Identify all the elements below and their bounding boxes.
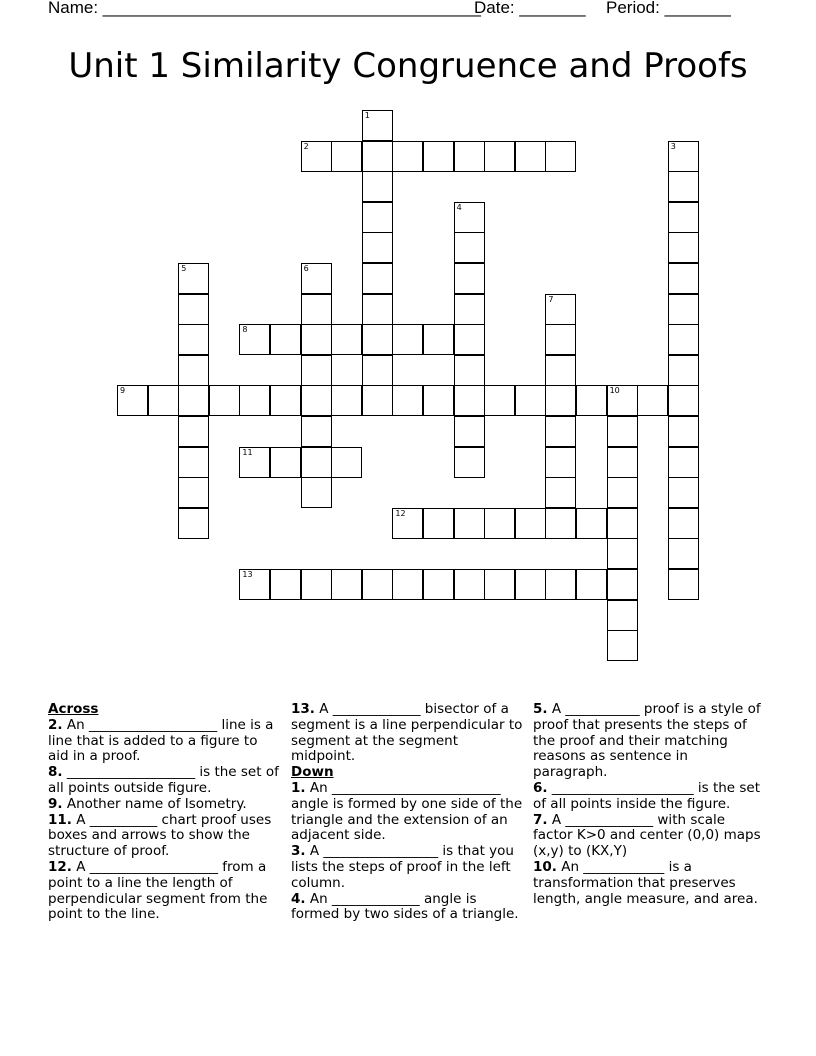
crossword-cell[interactable]: [178, 416, 209, 447]
crossword-cell[interactable]: [668, 171, 699, 202]
clue-down-1: 1. An _________________________ angle is formed by one side of the triangle and the extension of an adjacent side.: [291, 779, 523, 844]
crossword-cell[interactable]: [209, 385, 240, 416]
crossword-cell[interactable]: [331, 569, 362, 600]
crossword-cell[interactable]: [607, 385, 638, 416]
crossword-cell[interactable]: [607, 477, 638, 508]
crossword-cell[interactable]: [270, 447, 301, 478]
crossword-cell[interactable]: [301, 416, 332, 447]
crossword-cell[interactable]: [454, 294, 485, 325]
crossword-cell[interactable]: [423, 324, 454, 355]
crossword-cell[interactable]: [545, 324, 576, 355]
crossword-cell[interactable]: [515, 569, 546, 600]
crossword-cell[interactable]: [454, 385, 485, 416]
crossword-cell[interactable]: [331, 324, 362, 355]
crossword-cell[interactable]: [301, 477, 332, 508]
crossword-cell[interactable]: [515, 141, 546, 172]
crossword-cell[interactable]: [454, 202, 485, 233]
crossword-cell[interactable]: [545, 385, 576, 416]
crossword-cell[interactable]: [362, 355, 393, 386]
crossword-cell[interactable]: [301, 385, 332, 416]
clue-across-8: 8. ___________________ is the set of all points outside figure.: [48, 764, 279, 796]
clue-number: 1: [364, 111, 370, 120]
crossword-cell[interactable]: [515, 385, 546, 416]
clue-number: 7: [548, 294, 554, 304]
crossword-cell[interactable]: [545, 508, 576, 539]
crossword-cell[interactable]: [362, 202, 393, 233]
crossword-cell[interactable]: [576, 569, 607, 600]
crossword-cell[interactable]: [362, 385, 393, 416]
crossword-cell[interactable]: [668, 477, 699, 508]
crossword-cell[interactable]: [301, 294, 332, 325]
crossword-cell[interactable]: [668, 538, 699, 569]
crossword-cell[interactable]: [239, 447, 270, 478]
crossword-cell[interactable]: [301, 263, 332, 294]
crossword-cell[interactable]: [576, 385, 607, 416]
crossword-cell[interactable]: [301, 355, 332, 386]
crossword-cell[interactable]: [545, 569, 576, 600]
down-heading: Down: [291, 764, 334, 781]
crossword-cell[interactable]: [331, 447, 362, 478]
clue-across-13: 13. A _____________ bisector of a segment is a line perpendicular to segment at the segment midpoint.: [291, 701, 523, 765]
crossword-cell[interactable]: [668, 141, 699, 172]
clue-across-2: 2. An ___________________ line is a line that is added to a figure to aid in a proof.: [48, 716, 274, 765]
clue-column-3: [533, 702, 765, 907]
crossword-cell[interactable]: [668, 385, 699, 416]
crossword-cell[interactable]: [668, 416, 699, 447]
crossword-cell[interactable]: [362, 263, 393, 294]
crossword-cell[interactable]: [392, 569, 423, 600]
clue-number: 3: [670, 141, 676, 151]
crossword-cell[interactable]: [239, 324, 270, 355]
crossword-cell[interactable]: [362, 232, 393, 263]
crossword-cell[interactable]: [454, 569, 485, 600]
crossword-cell[interactable]: [454, 263, 485, 294]
crossword-cell[interactable]: [362, 324, 393, 355]
period-field[interactable]: Period: _______: [606, 0, 731, 17]
crossword-cell[interactable]: [331, 385, 362, 416]
crossword-cell[interactable]: [117, 385, 148, 416]
crossword-cell[interactable]: [668, 355, 699, 386]
crossword-cell[interactable]: [392, 508, 423, 539]
crossword-cell[interactable]: [392, 385, 423, 416]
crossword-cell[interactable]: [301, 141, 332, 172]
crossword-cell[interactable]: [423, 569, 454, 600]
clue-column-1: [48, 702, 280, 923]
clue-number: 9: [120, 386, 126, 396]
crossword-cell[interactable]: [668, 324, 699, 355]
crossword-cell[interactable]: [454, 447, 485, 478]
page-title: Unit 1 Similarity Congruence and Proofs: [68, 46, 748, 86]
crossword-cell[interactable]: [454, 508, 485, 539]
crossword-cell[interactable]: [668, 202, 699, 233]
crossword-cell[interactable]: [454, 141, 485, 172]
crossword-cell[interactable]: [454, 355, 485, 386]
crossword-cell[interactable]: [576, 508, 607, 539]
crossword-cell[interactable]: [270, 385, 301, 416]
crossword-cell[interactable]: [607, 447, 638, 478]
crossword-cell[interactable]: [178, 294, 209, 325]
crossword-cell[interactable]: [239, 385, 270, 416]
across-heading: Across: [48, 701, 99, 717]
crossword-cell[interactable]: [668, 569, 699, 600]
crossword-cell[interactable]: [454, 416, 485, 447]
crossword-cell[interactable]: [178, 324, 209, 355]
crossword-cell[interactable]: [607, 600, 638, 631]
crossword-cell[interactable]: [454, 324, 485, 355]
crossword-cell[interactable]: [331, 141, 362, 172]
crossword-cell[interactable]: [423, 141, 454, 172]
crossword-cell[interactable]: [545, 355, 576, 386]
crossword-cell[interactable]: [515, 508, 546, 539]
clue-number: 12: [395, 508, 406, 518]
crossword-cell[interactable]: [301, 569, 332, 600]
crossword-cell[interactable]: [392, 324, 423, 355]
crossword-cell[interactable]: [270, 569, 301, 600]
crossword-cell[interactable]: [484, 569, 515, 600]
crossword-cell[interactable]: [301, 447, 332, 478]
crossword-cell[interactable]: [484, 385, 515, 416]
crossword-cell[interactable]: [362, 171, 393, 202]
clue-number: 10: [609, 386, 620, 396]
name-field[interactable]: Name: ________________________________________: [48, 0, 481, 17]
crossword-cell[interactable]: [362, 569, 393, 600]
clue-across-9: 9. Another name of Isometry.: [48, 795, 247, 812]
crossword-cell[interactable]: [362, 141, 393, 172]
clue-down-3: 3. A _________________ is that you lists the steps of proof in the left column.: [291, 843, 514, 891]
crossword-cell[interactable]: [668, 294, 699, 325]
crossword-cell[interactable]: [545, 294, 576, 325]
clue-down-4: 4. An _____________ angle is formed by two sides of a triangle.: [291, 890, 519, 923]
crossword-cell[interactable]: [362, 294, 393, 325]
crossword-cell[interactable]: [239, 569, 270, 600]
clue-down-5: 5. A ___________ proof is a style of proof that presents the steps of the proof and their matching reasons as sentence in paragraph.: [533, 701, 761, 781]
crossword-cell[interactable]: [362, 110, 393, 141]
crossword-cell[interactable]: [178, 385, 209, 416]
crossword-cell[interactable]: [392, 141, 423, 172]
crossword-cell[interactable]: [270, 324, 301, 355]
crossword-cell[interactable]: [668, 232, 699, 263]
crossword-cell[interactable]: [607, 508, 638, 539]
clue-number: 2: [303, 141, 309, 151]
crossword-cell[interactable]: [423, 508, 454, 539]
clue-down-10: 10. An ____________ is a transformation that preserves length, angle measure, and area.: [533, 858, 758, 907]
crossword-cell[interactable]: [148, 385, 179, 416]
crossword-cell[interactable]: [178, 447, 209, 478]
clue-number: 6: [303, 264, 309, 273]
date-field[interactable]: Date: _______: [474, 0, 586, 17]
crossword-cell[interactable]: [454, 232, 485, 263]
crossword-cell[interactable]: [423, 385, 454, 416]
crossword-cell[interactable]: [668, 263, 699, 294]
clue-number: 8: [242, 325, 248, 335]
clue-number: 5: [181, 264, 187, 273]
clue-number: 13: [242, 570, 253, 579]
crossword-cell[interactable]: [607, 538, 638, 569]
crossword-cell[interactable]: [607, 630, 638, 661]
clue-across-12: 12. A ___________________ from a point to a line the length of perpendicular segment from the point to the line.: [48, 858, 268, 923]
clue-number: 11: [242, 447, 253, 457]
clue-column-2: [291, 702, 523, 923]
clue-number: 4: [456, 202, 462, 212]
clue-down-6: 6. _____________________ is the set of all points inside the figure.: [533, 779, 761, 812]
crossword-cell[interactable]: [637, 385, 668, 416]
crossword-cell[interactable]: [545, 477, 576, 508]
clue-down-7: 7. A _____________ with scale factor K>0 and center (0,0) maps (x,y) to (KX,Y): [533, 811, 761, 860]
crossword-cell[interactable]: [607, 569, 638, 600]
crossword-cell[interactable]: [545, 416, 576, 447]
crossword-cell[interactable]: [178, 355, 209, 386]
crossword-cell[interactable]: [545, 447, 576, 478]
crossword-cell[interactable]: [484, 141, 515, 172]
crossword-cell[interactable]: [178, 477, 209, 508]
crossword-cell[interactable]: [668, 447, 699, 478]
crossword-cell[interactable]: [545, 141, 576, 172]
crossword-cell[interactable]: [484, 508, 515, 539]
crossword-cell[interactable]: [607, 416, 638, 447]
crossword-cell[interactable]: [301, 324, 332, 355]
crossword-cell[interactable]: [178, 263, 209, 294]
crossword-cell[interactable]: [178, 508, 209, 539]
clue-across-11: 11. A __________ chart proof uses boxes and arrows to show the structure of proof.: [48, 811, 272, 860]
crossword-cell[interactable]: [668, 508, 699, 539]
